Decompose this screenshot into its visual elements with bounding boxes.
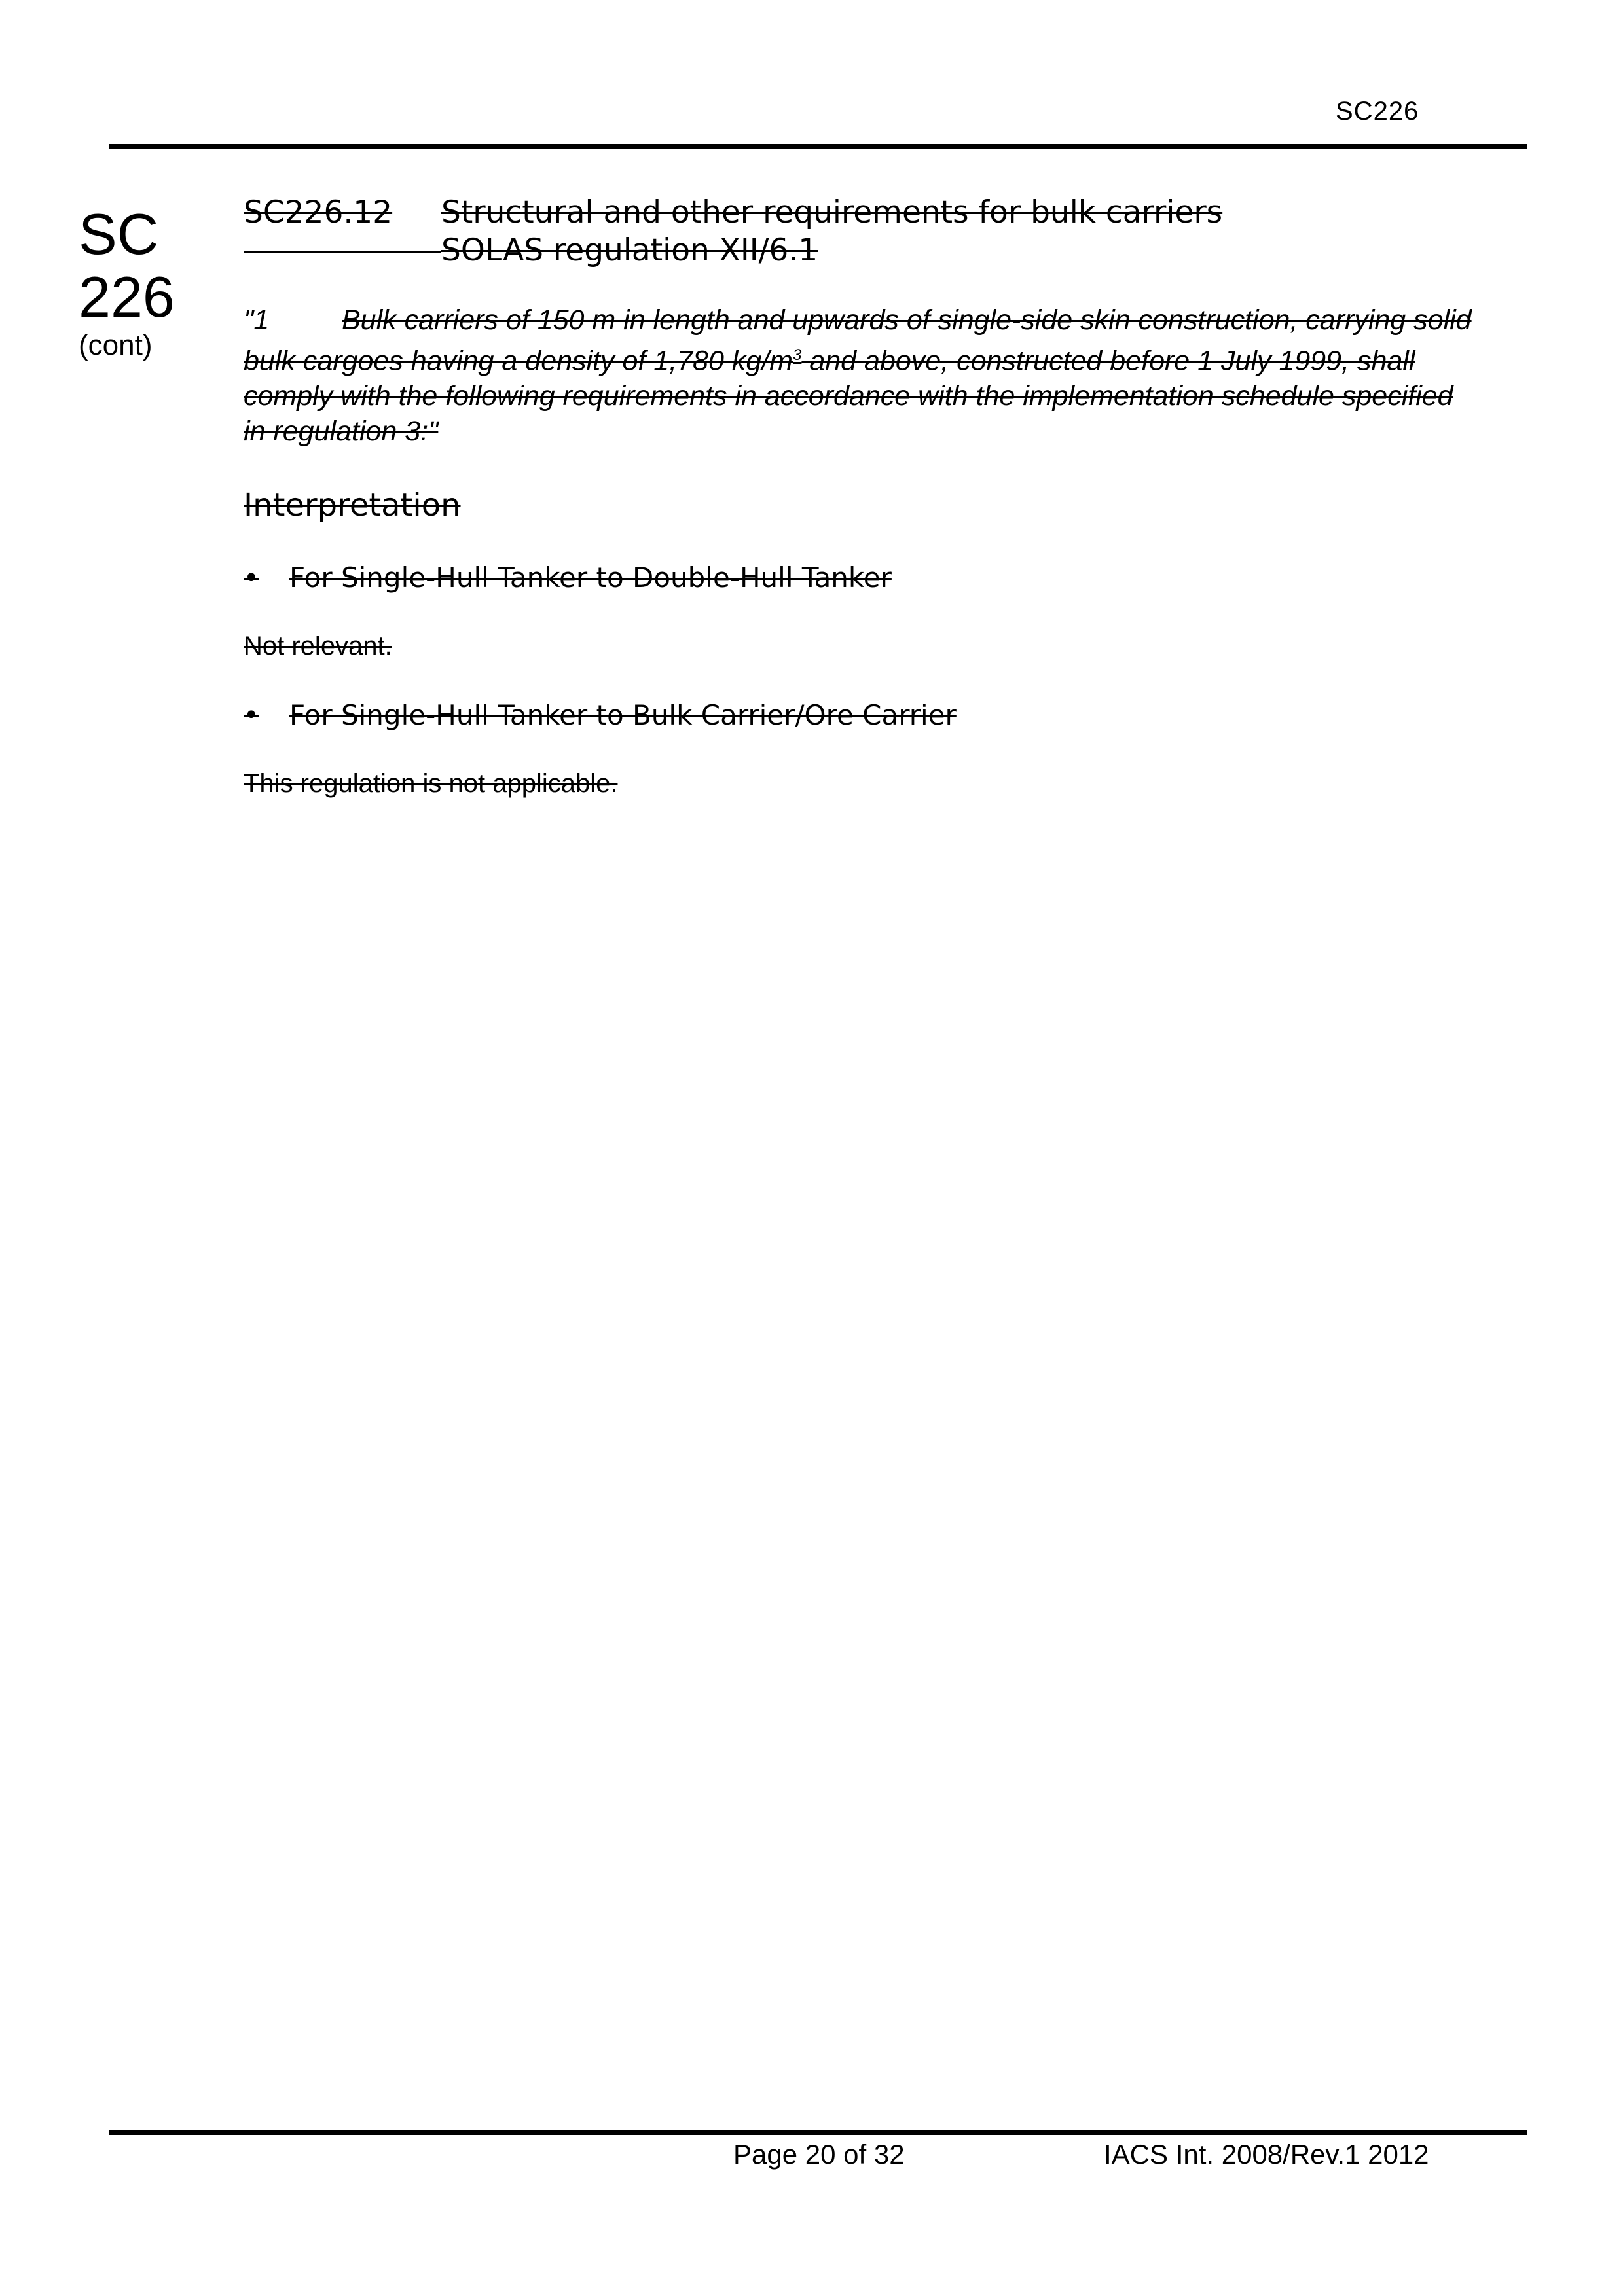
regulation-quote [244, 302, 1474, 449]
sidebar-sc: SC [79, 202, 159, 266]
sidebar-cont: (cont) [79, 329, 153, 361]
footer-rule [109, 2130, 1527, 2135]
sidebar-number: 226 [79, 264, 175, 329]
bullet-item [244, 562, 1474, 594]
sidebar [79, 204, 203, 363]
section-number: SC226.12 [244, 194, 393, 230]
footer-page-number: Page 20 of 32 [733, 2139, 905, 2170]
bullet-text: Not relevant. [244, 632, 392, 661]
section-title: Structural and other requirements for bulk carriers [441, 194, 1223, 230]
interpretation-heading: Interpretation [244, 487, 461, 524]
bullet-dot: • [244, 562, 259, 593]
header-code: SC226 [1336, 97, 1419, 126]
bullet-text: This regulation is not applicable. [244, 769, 618, 798]
quote-superscript: 3 [793, 346, 802, 364]
bullet-dot: • [244, 700, 259, 730]
bullet-label: For Single-Hull Tanker to Double-Hull Tanker [289, 562, 892, 594]
quote-number: "1 [244, 304, 270, 336]
section-subtitle: SOLAS regulation XII/6.1 [441, 232, 818, 268]
main-content [244, 194, 1474, 798]
header-rule [109, 144, 1527, 149]
bullet-item [244, 699, 1474, 731]
section-indent-line [244, 232, 441, 253]
quote-text-end: and above, constructed before 1 July 1999, shall comply with the following requirements in accordance with the implementation schedule specified in regulation 3:" [244, 345, 1453, 448]
quote-text: Bulk carriers of 150 m in length and upwards of single-side skin construction, carrying solid bulk cargoes having a density of 1,780 kg/m [244, 304, 1472, 377]
footer-reference: IACS Int. 2008/Rev.1 2012 [1104, 2139, 1429, 2170]
section-heading [244, 194, 1474, 270]
bullet-label: For Single-Hull Tanker to Bulk Carrier/Ore Carrier [289, 699, 957, 732]
